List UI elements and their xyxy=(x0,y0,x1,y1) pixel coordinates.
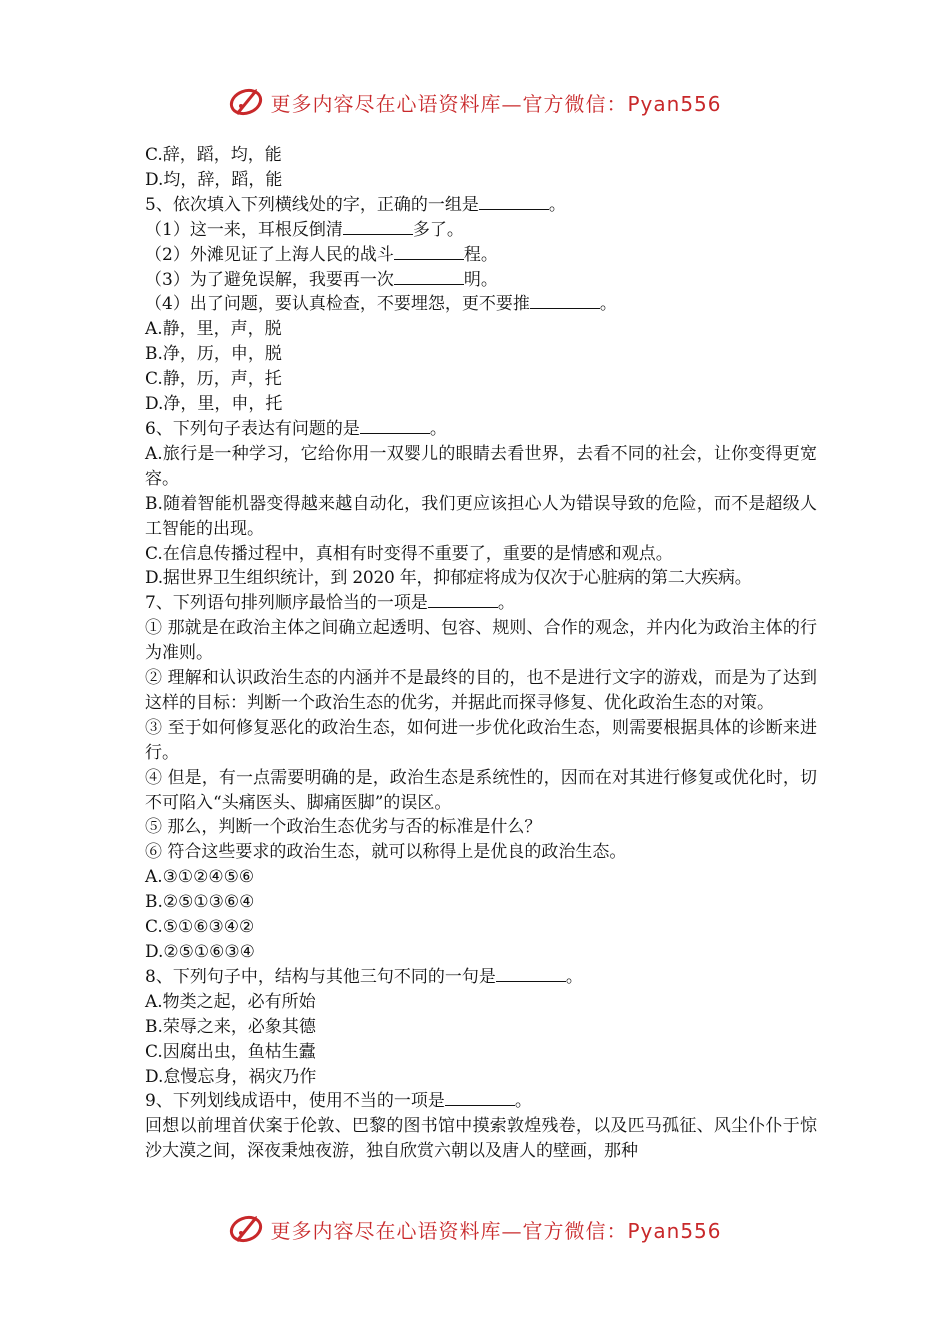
q5-stem xyxy=(145,193,817,218)
q4-option-c: C.辞，蹈，均，能 xyxy=(145,145,282,165)
q7-sentence-1: ① 那就是在政治主体之间确立起透明、包容、规则、合作的观念，并内化为政治主体的行为准则。 xyxy=(145,618,817,664)
answer-blank xyxy=(479,193,549,210)
q7-sentence-3: ③ 至于如何修复恶化的政治生态，如何进一步优化政治生态，则需要根据具体的诊断来进行。 xyxy=(145,717,817,763)
q7-sentence-6: ⑥ 符合这些要求的政治生态，就可以称得上是优良的政治生态。 xyxy=(145,842,627,863)
banner-wechat-id: Pyan556 xyxy=(627,91,722,116)
q5-s4-text: （4）出了问题，要认真检查，不要埋怨，更不要推 xyxy=(145,294,530,315)
q9-stem-text: 9、下列划线成语中，使用不当的一项是 xyxy=(145,1091,445,1112)
answer-blank xyxy=(343,218,413,235)
q5-option-a: A.静，里，声，脱 xyxy=(145,319,282,340)
q5-stem-text: 5、依次填入下列横线处的字，正确的一组是 xyxy=(145,194,479,215)
q5-s4-end: 。 xyxy=(599,294,617,315)
q5-sentence-4 xyxy=(145,292,817,317)
q7-option-c: C.⑤①⑥③④② xyxy=(145,917,255,938)
q7-sentence-2: ② 理解和认识政治生态的内涵并不是最终的目的，也不是进行文字的游戏，而是为了达到这样的目标：判断一个政治生态的优劣，并据此而探寻修复、优化政治生态的对策。 xyxy=(145,668,817,713)
q5-s3-text: （3）为了避免误解，我要再一次 xyxy=(145,269,394,290)
q6-option-d: D.据世界卫生组织统计，到 2020 年，抑郁症将成为仅次于心脏病的第二大疾病。 xyxy=(145,568,752,589)
q8-option-a: A.物类之起，必有所始 xyxy=(145,991,316,1012)
q7-stem-text: 7、下列语句排列顺序最恰当的一项是 xyxy=(145,593,428,614)
q9-passage: 回想以前埋首伏案于伦敦、巴黎的图书馆中摸索敦煌残卷，以及匹马孤征、风尘仆仆于惊沙大漠之间，深夜秉烛夜游，独自欣赏六朝以及唐人的壁画，那种 xyxy=(145,1116,817,1162)
answer-blank xyxy=(445,1089,515,1106)
q7-option-b: B.②⑤①③⑥④ xyxy=(145,892,255,913)
q4-option-d: D.均，辞，蹈，能 xyxy=(145,169,283,190)
q7-option-a: A.③①②④⑤⑥ xyxy=(145,867,255,888)
q7-sentence-5: ⑤ 那么，判断一个政治生态优劣与否的标准是什么？ xyxy=(145,817,542,838)
q8-stem-text: 8、下列句子中，结构与其他三句不同的一句是 xyxy=(145,966,496,987)
q6-option-b: B.随着智能机器变得越来越自动化，我们更应该担心人为错误导致的危险，而不是超级人工智能的出现。 xyxy=(145,493,817,539)
q5-sentence-3 xyxy=(145,268,817,293)
q6-stem xyxy=(145,417,817,442)
answer-blank xyxy=(394,243,464,260)
q6-option-a: A.旅行是一种学习，它给你用一双婴儿的眼睛去看世界，去看不同的社会，让你变得更宽容。 xyxy=(145,443,817,489)
document-body xyxy=(145,143,817,1164)
banner-text xyxy=(270,88,721,117)
q7-stem-end: 。 xyxy=(497,593,515,614)
q8-option-d: D.怠慢忘身，祸灾乃作 xyxy=(145,1066,317,1087)
banner-text xyxy=(270,1215,721,1244)
q5-option-d: D.净，里，申，托 xyxy=(145,394,283,415)
q5-option-b: B.净，历，申，脱 xyxy=(145,344,282,365)
q5-s2-text: （2）外滩见证了上海人民的战斗 xyxy=(145,244,394,265)
banner-label: 更多内容尽在心语资料库—官方微信： xyxy=(270,91,628,116)
q5-s1-text: （1）这一来，耳根反倒清 xyxy=(145,219,343,240)
answer-blank xyxy=(530,292,600,309)
footer-banner xyxy=(0,1209,950,1249)
q5-option-c: C.静，历，声，托 xyxy=(145,369,282,390)
q5-sentence-2 xyxy=(145,243,817,268)
q8-option-c: C.因腐出虫，鱼枯生蠹 xyxy=(145,1041,316,1062)
q7-stem xyxy=(145,591,817,616)
q9-stem-end: 。 xyxy=(514,1091,532,1112)
q6-stem-end: 。 xyxy=(429,418,447,439)
q5-s1-end: 多了。 xyxy=(412,219,464,240)
answer-blank xyxy=(428,591,498,608)
pen-scroll-logo-icon xyxy=(228,84,264,120)
q5-s2-end: 程。 xyxy=(463,244,498,265)
q8-stem-end: 。 xyxy=(565,966,583,987)
q5-stem-end: 。 xyxy=(548,194,566,215)
q6-option-c: C.在信息传播过程中，真相有时变得不重要了，重要的是情感和观点。 xyxy=(145,543,673,564)
q8-option-b: B.荣辱之来，必象其德 xyxy=(145,1016,316,1037)
answer-blank xyxy=(360,417,430,434)
answer-blank xyxy=(496,965,566,982)
q8-stem xyxy=(145,965,817,990)
banner-wechat-id: Pyan556 xyxy=(627,1218,722,1243)
q7-sentence-4: ④ 但是，有一点需要明确的是，政治生态是系统性的，因而在对其进行修复或优化时，切不可陷入“头痛医头、脚痛医脚”的误区。 xyxy=(145,767,817,813)
q9-stem xyxy=(145,1089,817,1114)
q5-s3-end: 明。 xyxy=(463,269,498,290)
q6-stem-text: 6、下列句子表达有问题的是 xyxy=(145,418,360,439)
q7-option-d: D.②⑤①⑥③④ xyxy=(145,942,255,962)
q5-sentence-1 xyxy=(145,218,817,243)
answer-blank xyxy=(394,268,464,285)
banner-label: 更多内容尽在心语资料库—官方微信： xyxy=(270,1218,628,1243)
header-banner xyxy=(0,82,950,122)
pen-scroll-logo-icon xyxy=(228,1211,264,1247)
